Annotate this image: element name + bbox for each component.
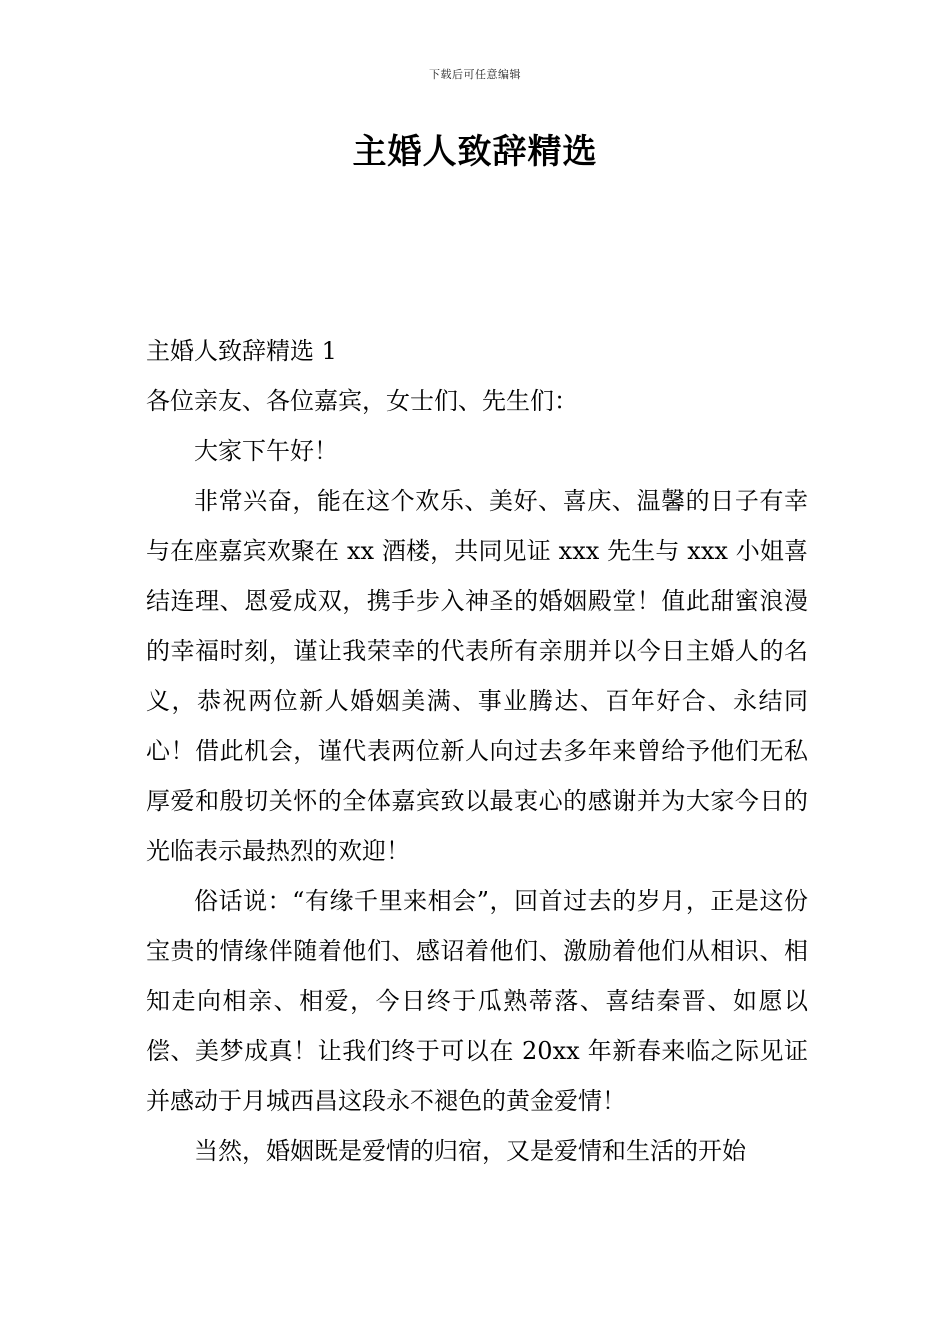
document-title: 主婚人致辞精选 [352, 132, 598, 172]
paragraph-2: 俗话说：“有缘千里来相会”，回首过去的岁月，正是这份宝贵的情缘伴随着他们、感诏着他们、激励着他们从相识、相知走向相亲、相爱，今日终于瓜熟蒂落、喜结秦晋、如愿以偿、美梦成真！让我们终于可以在 20xx 年新春来临之际见证并感动于月城西昌这段永不褪色的黄金爱情！ [146, 887, 808, 1115]
document-body [146, 326, 808, 1176]
section-heading: 主婚人致辞精选 1 [146, 337, 337, 365]
header-note: 下载后可任意编辑 [429, 68, 521, 81]
paragraph-3: 当然，婚姻既是爱情的归宿，又是爱情和生活的开始 [194, 1137, 746, 1165]
paragraph-1: 非常兴奋，能在这个欢乐、美好、喜庆、温馨的日子有幸与在座嘉宾欢聚在 xx 酒楼，共同见证 xxx 先生与 xxx 小姐喜结连理、恩爱成双，携手步入神圣的婚姻殿堂！值此甜蜜浪漫的幸福时刻，谨让我荣幸的代表所有亲朋并以今日主婚人的名义，恭祝两位新人婚姻美满、事业腾达、百年好合、永结同心！借此机会，谨代表两位新人向过去多年来曾给予他们无私厚爱和殷切关怀的全体嘉宾致以最衷心的感谢并为大家今日的光临表示最热烈的欢迎！ [146, 487, 808, 865]
salutation: 各位亲友、各位嘉宾，女士们、先生们： [146, 387, 578, 415]
greeting: 大家下午好！ [194, 437, 338, 465]
